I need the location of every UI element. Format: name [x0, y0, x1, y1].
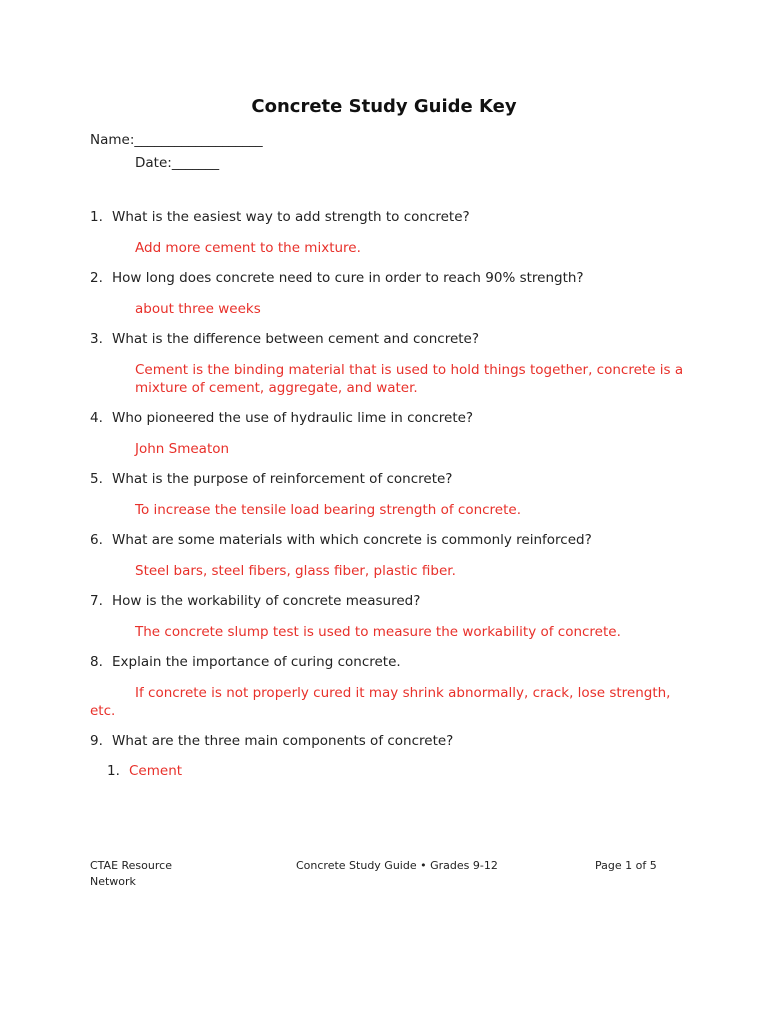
question-text: What is the easiest way to add strength to concrete?: [112, 209, 470, 225]
answer-2: about three weeks: [135, 301, 261, 317]
question-6: [90, 531, 690, 549]
question-text: What is the difference between cement and concrete?: [112, 331, 480, 347]
question-3: [90, 330, 690, 348]
sub-answer-text: Cement: [129, 763, 183, 779]
answer-1: Add more cement to the mixture.: [135, 240, 361, 256]
question-number: 9.: [90, 733, 103, 749]
question-number: 2.: [90, 270, 103, 286]
question-text: What are the three main components of concrete?: [112, 733, 454, 749]
sub-answer-1: [107, 762, 690, 780]
question-9: [90, 732, 690, 750]
footer-publisher: CTAE Resource Network: [90, 859, 172, 888]
sub-answer-number: 1.: [107, 763, 120, 779]
answer-3: Cement is the binding material that is used to hold things together, concrete is a mixture of cement, aggregate, and water.: [135, 362, 684, 396]
page-title: Concrete Study Guide Key: [251, 96, 517, 117]
answer-4: John Smeaton: [135, 441, 230, 457]
question-text: How is the workability of concrete measured?: [112, 593, 421, 609]
date-field: Date:_______: [135, 155, 220, 171]
name-field: Name:___________________: [90, 132, 263, 148]
question-4: [90, 409, 690, 427]
footer-document-title: Concrete Study Guide • Grades 9-12: [296, 859, 498, 872]
question-number: 6.: [90, 532, 103, 548]
question-2: [90, 269, 690, 287]
question-number: 4.: [90, 410, 103, 426]
question-number: 7.: [90, 593, 103, 609]
question-text: Explain the importance of curing concrete.: [112, 654, 401, 670]
question-number: 3.: [90, 331, 103, 347]
question-7: [90, 592, 690, 610]
question-text: Who pioneered the use of hydraulic lime in concrete?: [112, 410, 474, 426]
answer-7: The concrete slump test is used to measure the workability of concrete.: [135, 624, 621, 640]
question-list: [90, 208, 690, 780]
footer-page-number: Page 1 of 5: [595, 859, 657, 872]
question-1: [90, 208, 690, 226]
question-number: 1.: [90, 209, 103, 225]
question-number: 8.: [90, 654, 103, 670]
question-text: What are some materials with which concrete is commonly reinforced?: [112, 532, 592, 548]
question-text: How long does concrete need to cure in order to reach 90% strength?: [112, 270, 584, 286]
question-number: 5.: [90, 471, 103, 487]
question-8: [90, 653, 690, 671]
answer-5: To increase the tensile load bearing strength of concrete.: [135, 502, 522, 518]
question-text: What is the purpose of reinforcement of concrete?: [112, 471, 453, 487]
answer-8: If concrete is not properly cured it may shrink abnormally, crack, lose strength, etc.: [90, 685, 671, 719]
answer-6: Steel bars, steel fibers, glass fiber, plastic fiber.: [135, 563, 456, 579]
question-5: [90, 470, 690, 488]
